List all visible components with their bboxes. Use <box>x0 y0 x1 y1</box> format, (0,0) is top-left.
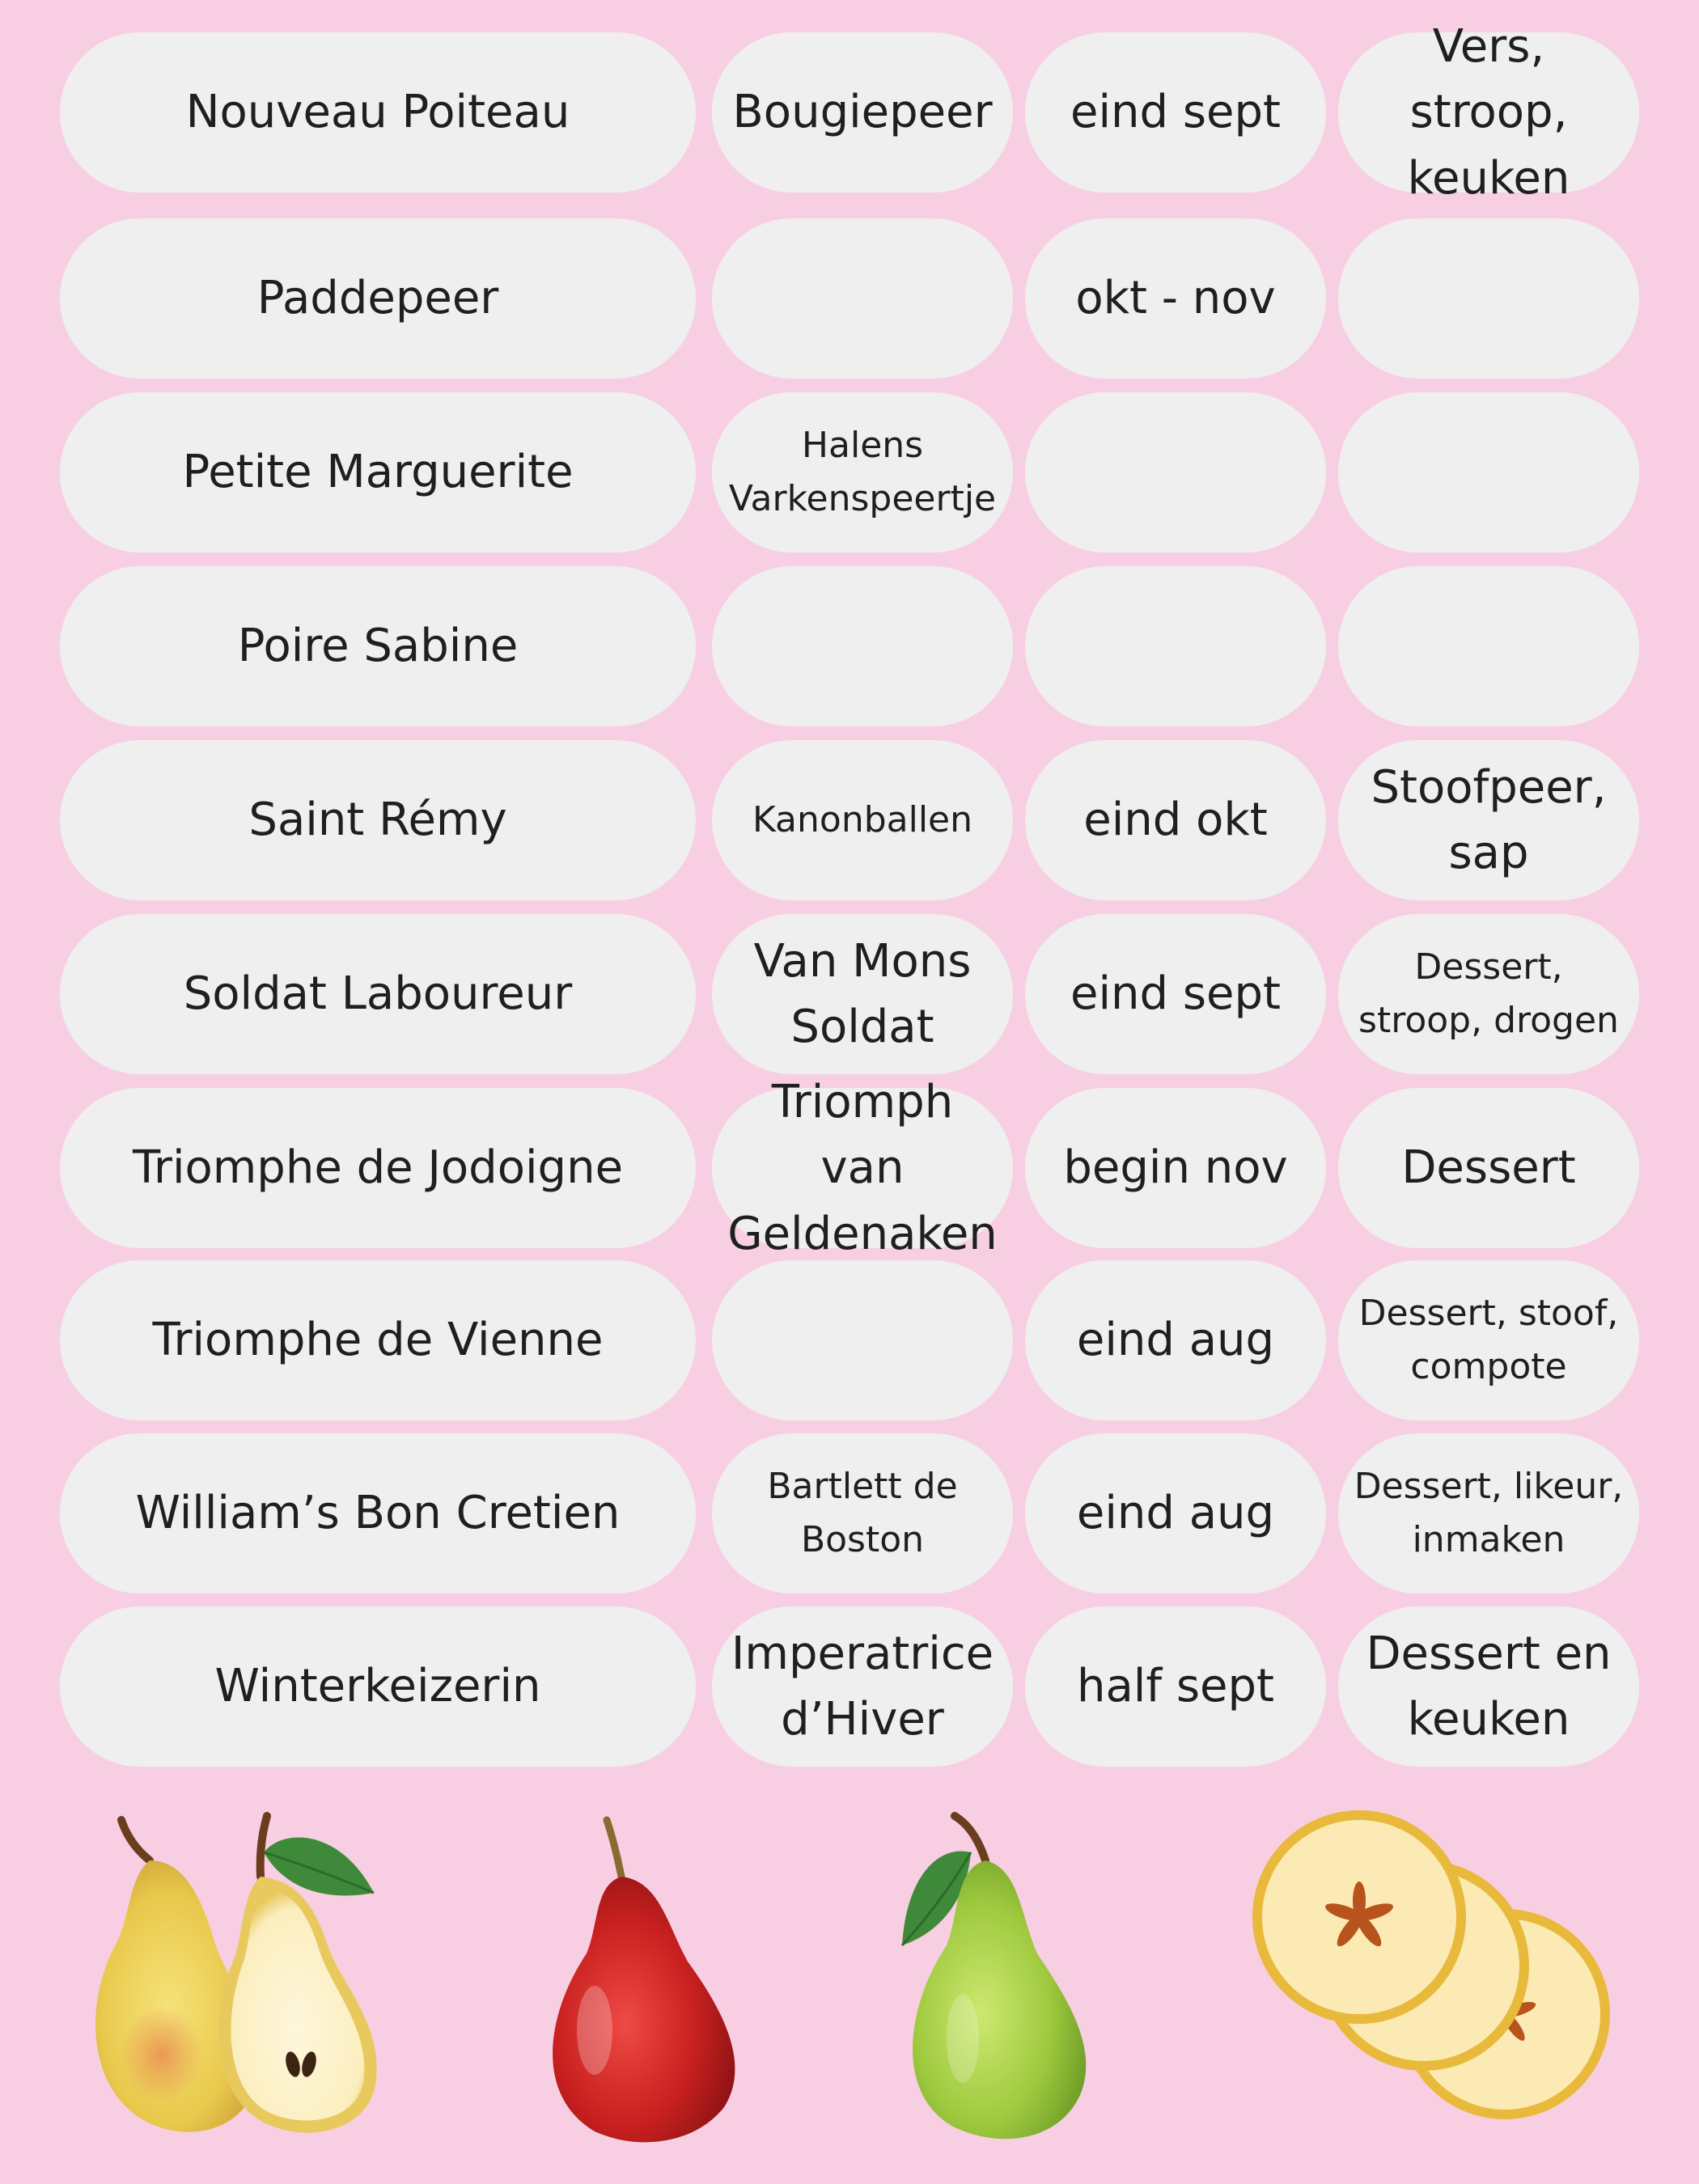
use-cell: Dessert en keuken <box>1338 1606 1639 1767</box>
table-row <box>60 1260 1639 1420</box>
table-row <box>60 566 1639 726</box>
use-cell: Dessert <box>1338 1088 1639 1248</box>
use-cell: Dessert, stroop, drogen <box>1338 914 1639 1074</box>
harvest-cell: begin nov <box>1025 1088 1326 1248</box>
synonym-cell <box>712 566 1013 726</box>
use-cell: Dessert, stoof, compote <box>1338 1260 1639 1420</box>
variety-name-cell: Saint Rémy <box>60 740 696 900</box>
synonym-cell: Triomph van Geldenaken <box>712 1088 1013 1248</box>
variety-name-cell: Petite Marguerite <box>60 392 696 552</box>
table-row <box>60 392 1639 552</box>
harvest-cell: eind aug <box>1025 1433 1326 1594</box>
yellow-pear-halved-icon <box>73 1804 396 2152</box>
synonym-cell <box>712 218 1013 379</box>
harvest-cell <box>1025 566 1326 726</box>
harvest-cell: eind okt <box>1025 740 1326 900</box>
use-cell <box>1338 218 1639 379</box>
variety-name-cell: Triomphe de Vienne <box>60 1260 696 1420</box>
variety-name-cell: Soldat Laboureur <box>60 914 696 1074</box>
variety-name-cell: Paddepeer <box>60 218 696 379</box>
synonym-cell: Bougiepeer <box>712 32 1013 193</box>
table-row <box>60 740 1639 900</box>
synonym-cell: Van Mons Soldat <box>712 914 1013 1074</box>
table-row <box>60 914 1639 1074</box>
variety-name-cell: Nouveau Poiteau <box>60 32 696 193</box>
variety-name-cell: Triomphe de Jodoigne <box>60 1088 696 1248</box>
harvest-cell: okt - nov <box>1025 218 1326 379</box>
use-cell: Vers, stroop, keuken <box>1338 32 1639 193</box>
harvest-cell <box>1025 392 1326 552</box>
red-pear-icon <box>518 1804 761 2152</box>
table-row <box>60 218 1639 379</box>
harvest-cell: eind sept <box>1025 914 1326 1074</box>
variety-name-cell: Poire Sabine <box>60 566 696 726</box>
harvest-cell: half sept <box>1025 1606 1326 1767</box>
synonym-cell: Kanonballen <box>712 740 1013 900</box>
table-row <box>60 20 1639 205</box>
use-cell: Dessert, likeur, inmaken <box>1338 1433 1639 1594</box>
use-cell <box>1338 566 1639 726</box>
harvest-cell: eind aug <box>1025 1260 1326 1420</box>
synonym-cell: Bartlett de Boston <box>712 1433 1013 1594</box>
dried-pear-slices-icon <box>1230 1804 1618 2152</box>
table-row <box>60 1076 1639 1260</box>
variety-name-cell: William’s Bon Cretien <box>60 1433 696 1594</box>
variety-name-cell: Winterkeizerin <box>60 1606 696 1767</box>
synonym-cell <box>712 1260 1013 1420</box>
use-cell: Stoofpeer, sap <box>1338 740 1639 900</box>
table-row <box>60 1606 1639 1767</box>
green-pear-icon <box>850 1804 1108 2152</box>
synonym-cell: Imperatrice d’Hiver <box>712 1606 1013 1767</box>
synonym-cell: Halens Varkenspeertje <box>712 392 1013 552</box>
harvest-cell: eind sept <box>1025 32 1326 193</box>
table-row <box>60 1433 1639 1594</box>
use-cell <box>1338 392 1639 552</box>
